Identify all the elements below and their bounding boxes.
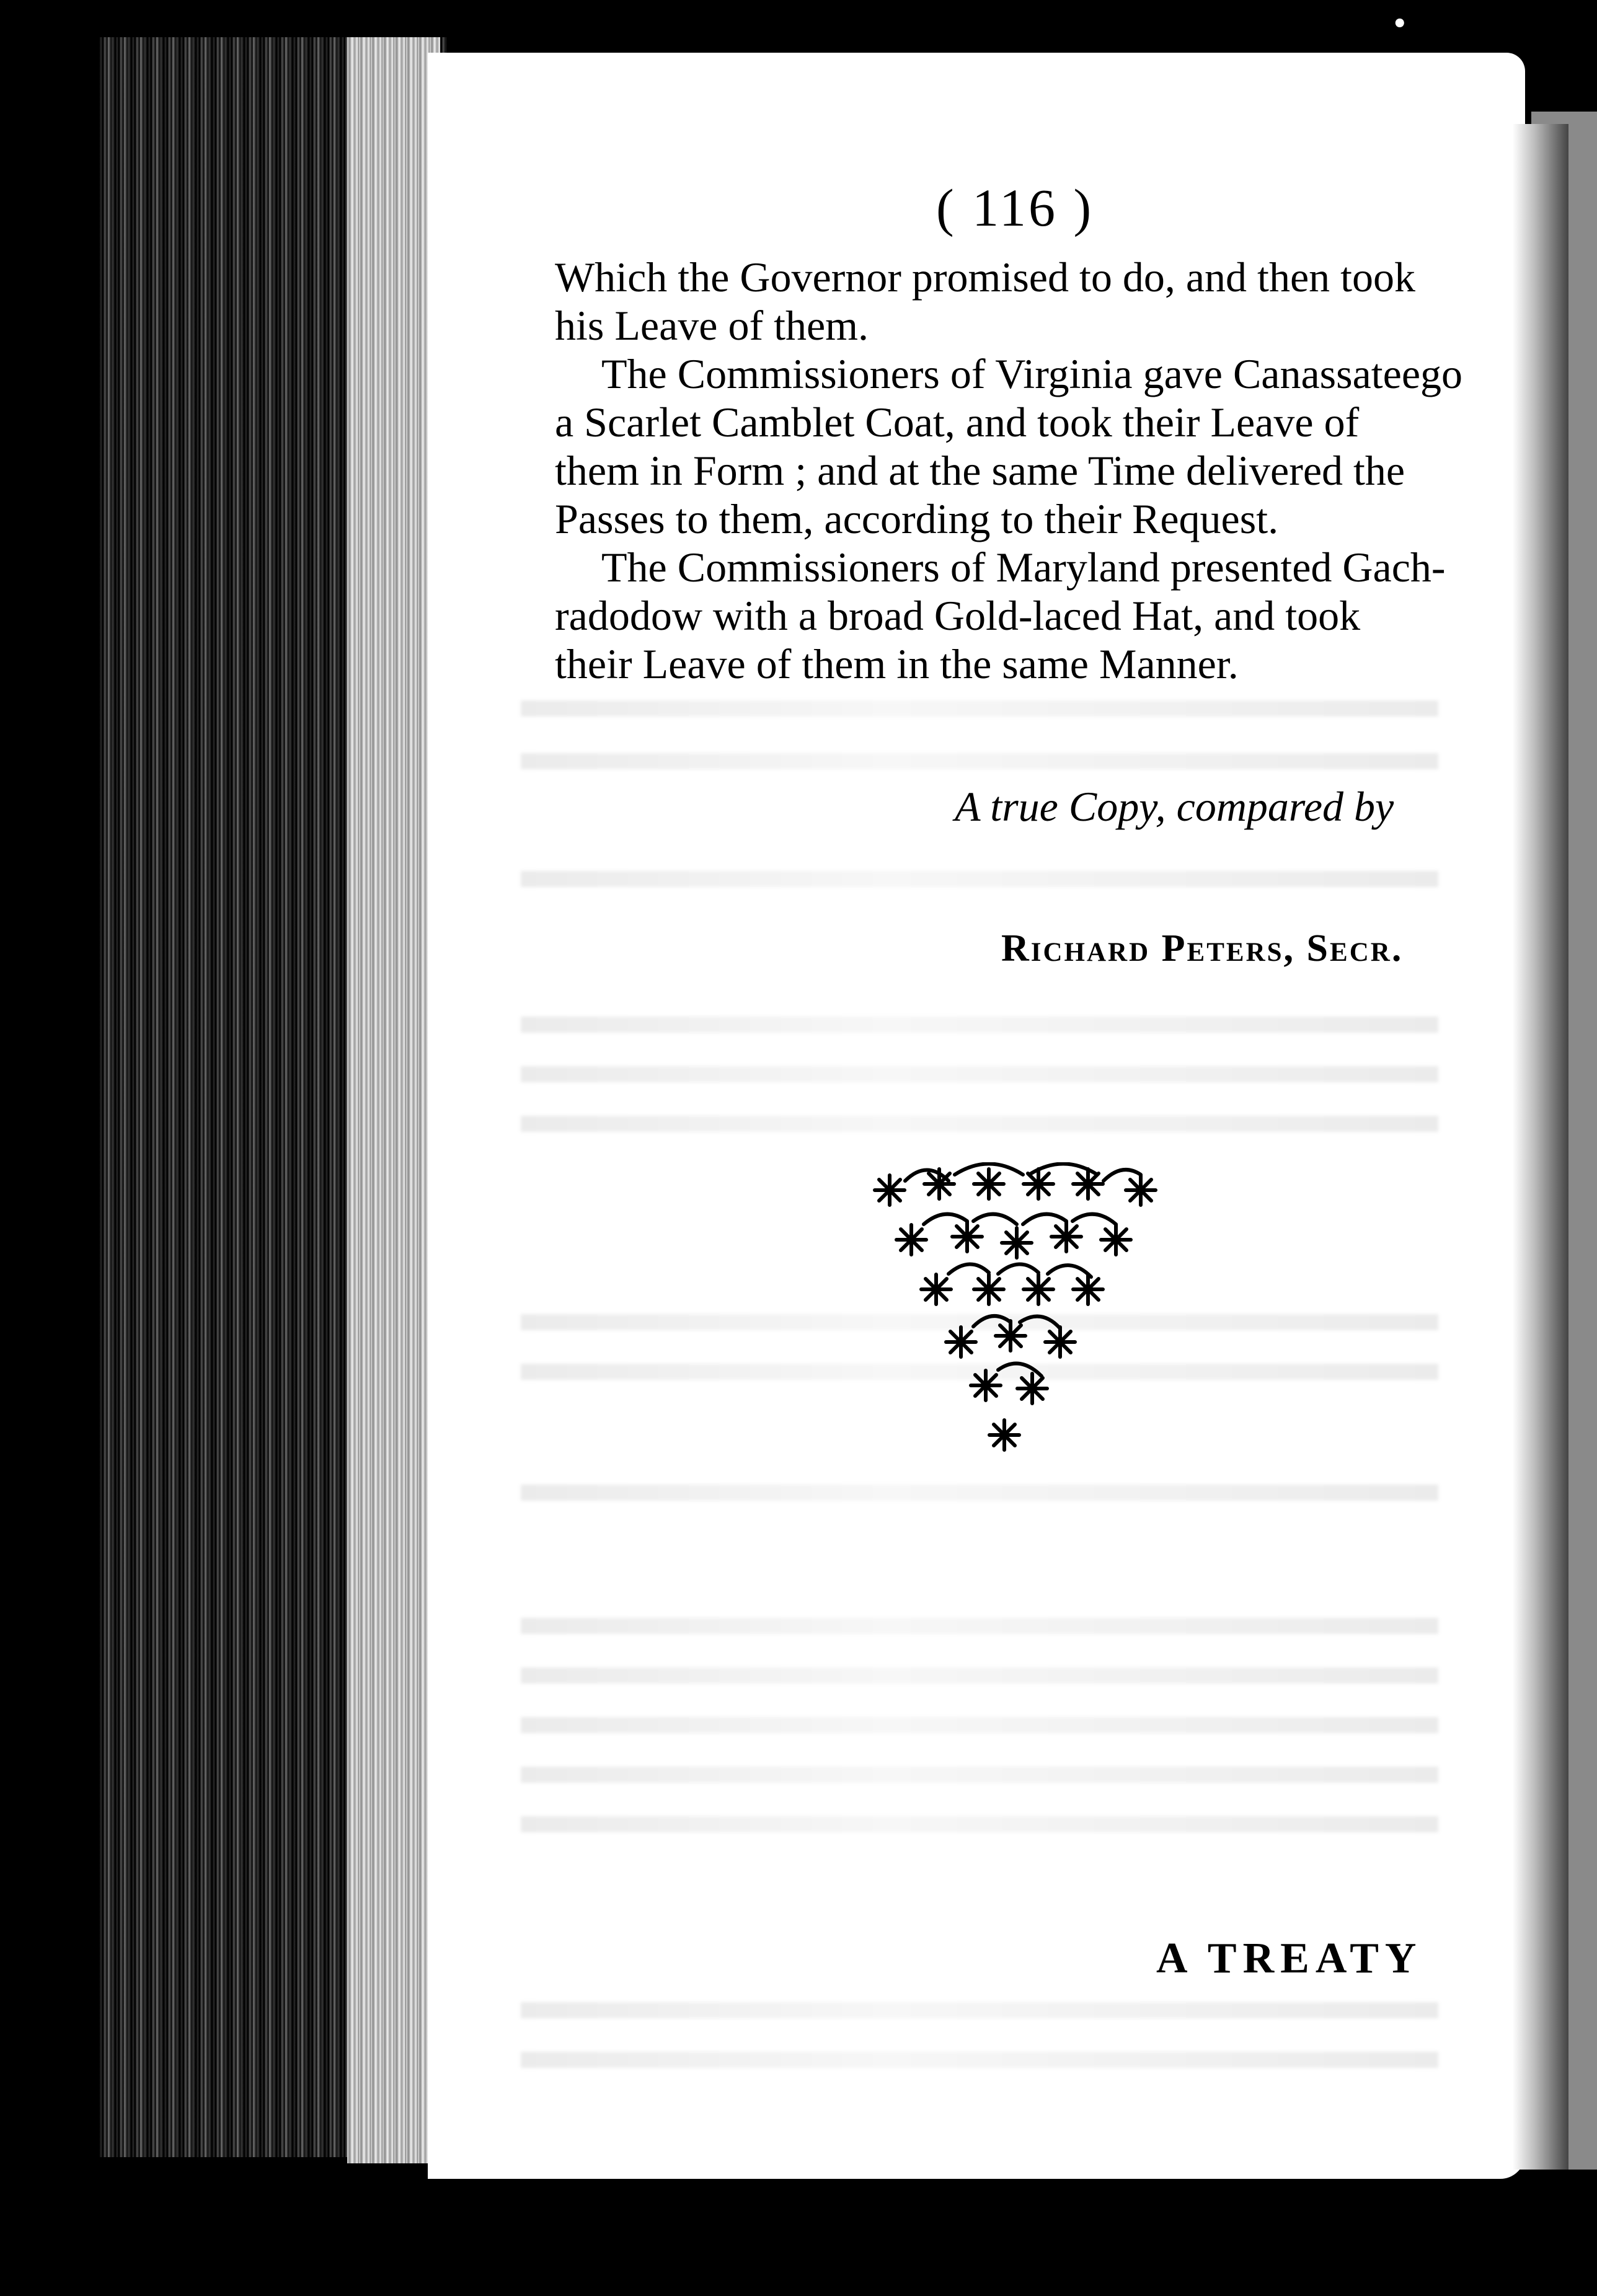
ornament-row-5	[971, 1364, 1047, 1403]
body-line: The Commissioners of Maryland presented Gach-	[601, 544, 1446, 591]
show-through-text	[521, 1816, 1438, 1832]
attestation: A true Copy, compared by	[955, 783, 1394, 830]
book-page-stack	[347, 37, 440, 2163]
show-through-text	[521, 1017, 1438, 1033]
body-line: a Scarlet Camblet Coat, and took their Leave of	[555, 399, 1360, 446]
show-through-text	[521, 1767, 1438, 1783]
body-line: The Commissioners of Virginia gave Canassateego	[601, 350, 1463, 397]
show-through-text	[521, 1618, 1438, 1634]
show-through-text	[521, 2052, 1438, 2068]
page-number: ( 116 )	[936, 178, 1094, 237]
show-through-text	[521, 871, 1438, 887]
scan-speck: •	[1392, 9, 1408, 38]
show-through-text	[521, 753, 1438, 769]
show-through-text	[521, 1485, 1438, 1501]
body-line: Passes to them, according to their Request.	[555, 495, 1279, 542]
show-through-text	[521, 1667, 1438, 1684]
ornament-row-2	[896, 1214, 1131, 1258]
printers-ornament-icon	[868, 1162, 1178, 1460]
show-through-text	[521, 2002, 1438, 2018]
show-through-text	[521, 1116, 1438, 1132]
ornament-row-3	[921, 1264, 1103, 1304]
body-line: them in Form ; and at the same Time delivered the	[555, 447, 1405, 494]
catchword: A TREATY	[1156, 1935, 1423, 1982]
signature: Richard Peters, Secr.	[1001, 927, 1404, 969]
page-gutter-shadow	[1513, 124, 1568, 2170]
body-line: Which the Governor promised to do, and then took	[555, 254, 1416, 301]
ornament-row-4	[946, 1316, 1075, 1357]
show-through-text	[521, 1717, 1438, 1733]
ornament-row-6	[989, 1420, 1019, 1450]
body-line: radodow with a broad Gold-laced Hat, and took	[555, 592, 1361, 639]
ornament-row-1	[875, 1164, 1156, 1206]
body-line: their Leave of them in the same Manner.	[555, 640, 1239, 687]
show-through-text	[521, 700, 1438, 717]
show-through-text	[521, 1066, 1438, 1082]
body-line: his Leave of them.	[555, 302, 869, 349]
